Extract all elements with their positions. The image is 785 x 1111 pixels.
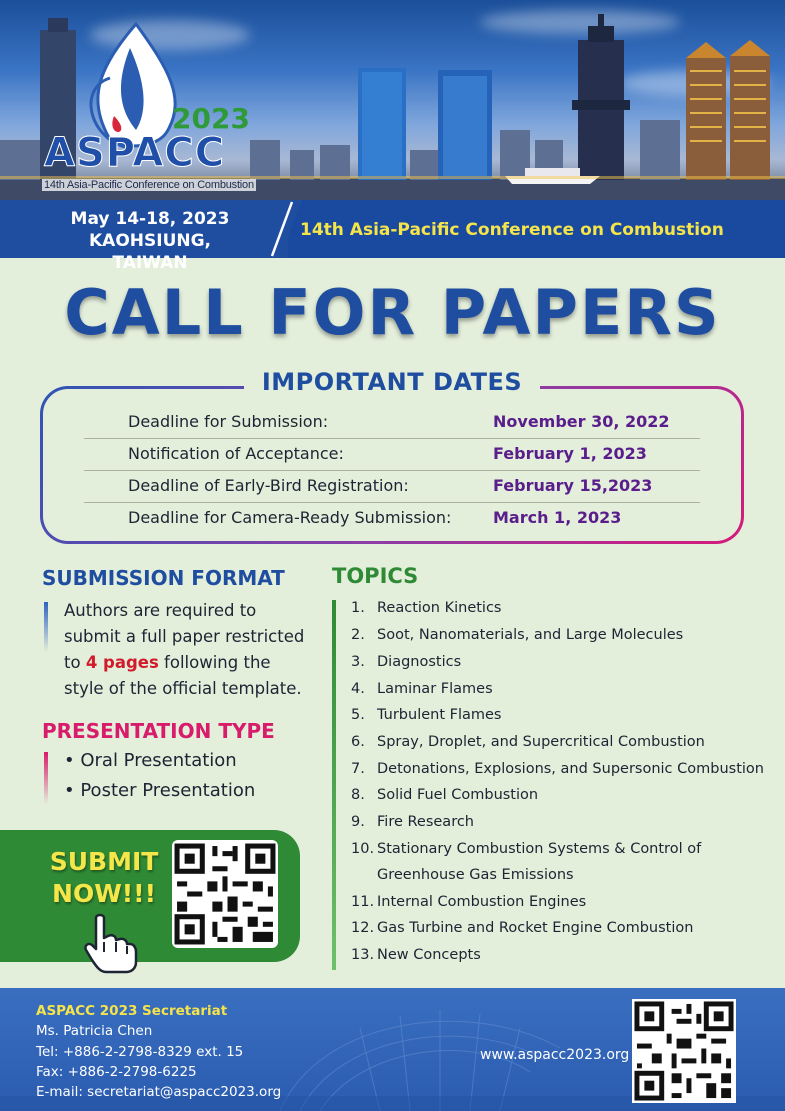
date-label: Deadline for Camera-Ready Submission:	[128, 508, 452, 527]
topic-text: Diagnostics	[377, 654, 462, 670]
event-dates-location	[60, 208, 240, 274]
submission-text	[64, 598, 314, 702]
submit-label-line1: SUBMIT	[49, 847, 159, 876]
topic-number: 12.	[351, 920, 375, 936]
topic-item	[351, 867, 574, 883]
contact-fax: Fax: +886-2-2798-6225	[36, 1064, 197, 1080]
topic-number: 9.	[351, 814, 365, 830]
submission-text-end: following the style of the official template.	[64, 653, 302, 698]
secretariat-title: ASPACC 2023 Secretariat	[36, 1003, 228, 1019]
topic-text: Stationary Combustion Systems & Control of	[377, 841, 702, 857]
topic-text: Reaction Kinetics	[377, 600, 502, 616]
presentation-accent-bar	[44, 752, 48, 804]
topic-text: Solid Fuel Combustion	[377, 787, 539, 803]
topic-item	[351, 654, 461, 670]
submit-label-line2: NOW!!!	[52, 879, 156, 908]
topic-number: 4.	[351, 681, 365, 697]
submission-format-title: SUBMISSION FORMAT	[42, 566, 285, 590]
topic-number: 13.	[351, 947, 375, 963]
contact-name: Ms. Patricia Chen	[36, 1023, 153, 1039]
topic-item	[351, 920, 693, 936]
logo-subtitle: 14th Asia-Pacific Conference on Combustion	[44, 179, 254, 191]
topic-number: 1.	[351, 600, 365, 616]
conference-name: 14th Asia-Pacific Conference on Combustion	[300, 220, 724, 240]
date-label: Deadline for Submission:	[128, 412, 329, 431]
city-skyline-photo	[0, 0, 785, 200]
date-row	[84, 502, 700, 534]
date-row	[84, 406, 700, 439]
page-limit-highlight: 4 pages	[85, 653, 159, 672]
topic-text: Internal Combustion Engines	[377, 894, 587, 910]
topic-text: Spray, Droplet, and Supercritical Combustion	[377, 734, 705, 750]
topic-number: 3.	[351, 654, 365, 670]
qr-code-icon	[172, 840, 278, 948]
topic-number: 8.	[351, 787, 365, 803]
topic-item	[351, 947, 481, 963]
topic-text: Detonations, Explosions, and Supersonic Combustion	[377, 761, 764, 777]
topic-text: Laminar Flames	[377, 681, 493, 697]
topic-text: Greenhouse Gas Emissions	[377, 867, 574, 883]
date-label: Deadline of Early-Bird Registration:	[128, 476, 409, 495]
topic-number: 6.	[351, 734, 365, 750]
topic-text: Soot, Nanomaterials, and Large Molecules	[377, 627, 684, 643]
topic-text: Turbulent Flames	[377, 707, 502, 723]
date-value: February 15,2023	[493, 476, 653, 495]
contact-phone: Tel: +886-2-2798-8329 ext. 15	[36, 1044, 244, 1060]
date-row	[84, 470, 700, 503]
topic-text: Gas Turbine and Rocket Engine Combustion	[377, 920, 694, 936]
submission-text-start: Authors are required to submit a full paper restricted to	[64, 601, 305, 672]
topic-number: 7.	[351, 761, 365, 777]
topic-number: 5.	[351, 707, 365, 723]
topics-accent-bar	[332, 600, 336, 970]
logo-year: 2023	[172, 102, 250, 135]
topic-item	[351, 841, 701, 857]
topics-title: TOPICS	[332, 564, 419, 588]
topic-number: 10.	[351, 841, 375, 857]
website-qr-code[interactable]	[632, 999, 736, 1103]
topic-item	[351, 761, 764, 777]
topic-item	[351, 787, 538, 803]
date-value: November 30, 2022	[493, 412, 670, 431]
topic-item	[351, 627, 683, 643]
topic-text: New Concepts	[377, 947, 481, 963]
event-location: KAOHSIUNG, TAIWAN	[88, 231, 212, 273]
presentation-item: • Poster Presentation	[64, 780, 256, 801]
date-value: March 1, 2023	[493, 508, 622, 527]
date-label: Notification of Acceptance:	[128, 444, 344, 463]
topic-text: Fire Research	[377, 814, 474, 830]
topic-number: 11.	[351, 894, 375, 910]
logo-name: ASPACC	[44, 130, 226, 176]
banner-divider	[262, 200, 302, 258]
presentation-item: • Oral Presentation	[64, 750, 237, 771]
date-row	[84, 438, 700, 471]
event-date: May 14-18, 2023	[70, 209, 230, 229]
topic-number: 2.	[351, 627, 365, 643]
important-dates-title: IMPORTANT DATES	[244, 368, 540, 396]
topic-item	[351, 814, 474, 830]
topic-item	[351, 707, 502, 723]
pointing-hand-icon	[84, 912, 140, 976]
presentation-type-title: PRESENTATION TYPE	[42, 719, 275, 743]
qr-code-icon	[632, 999, 736, 1103]
headline: CALL FOR PAPERS	[64, 276, 721, 349]
topic-item	[351, 734, 705, 750]
topic-item	[351, 600, 501, 616]
submission-accent-bar	[44, 602, 48, 652]
submission-qr-code[interactable]	[172, 840, 278, 948]
contact-email[interactable]: E-mail: secretariat@aspacc2023.org	[36, 1084, 282, 1100]
topic-item	[351, 681, 493, 697]
submit-now-label[interactable]	[44, 846, 164, 910]
website-link[interactable]: www.aspacc2023.org	[480, 1047, 630, 1063]
date-value: February 1, 2023	[493, 444, 647, 463]
topic-item	[351, 894, 586, 910]
